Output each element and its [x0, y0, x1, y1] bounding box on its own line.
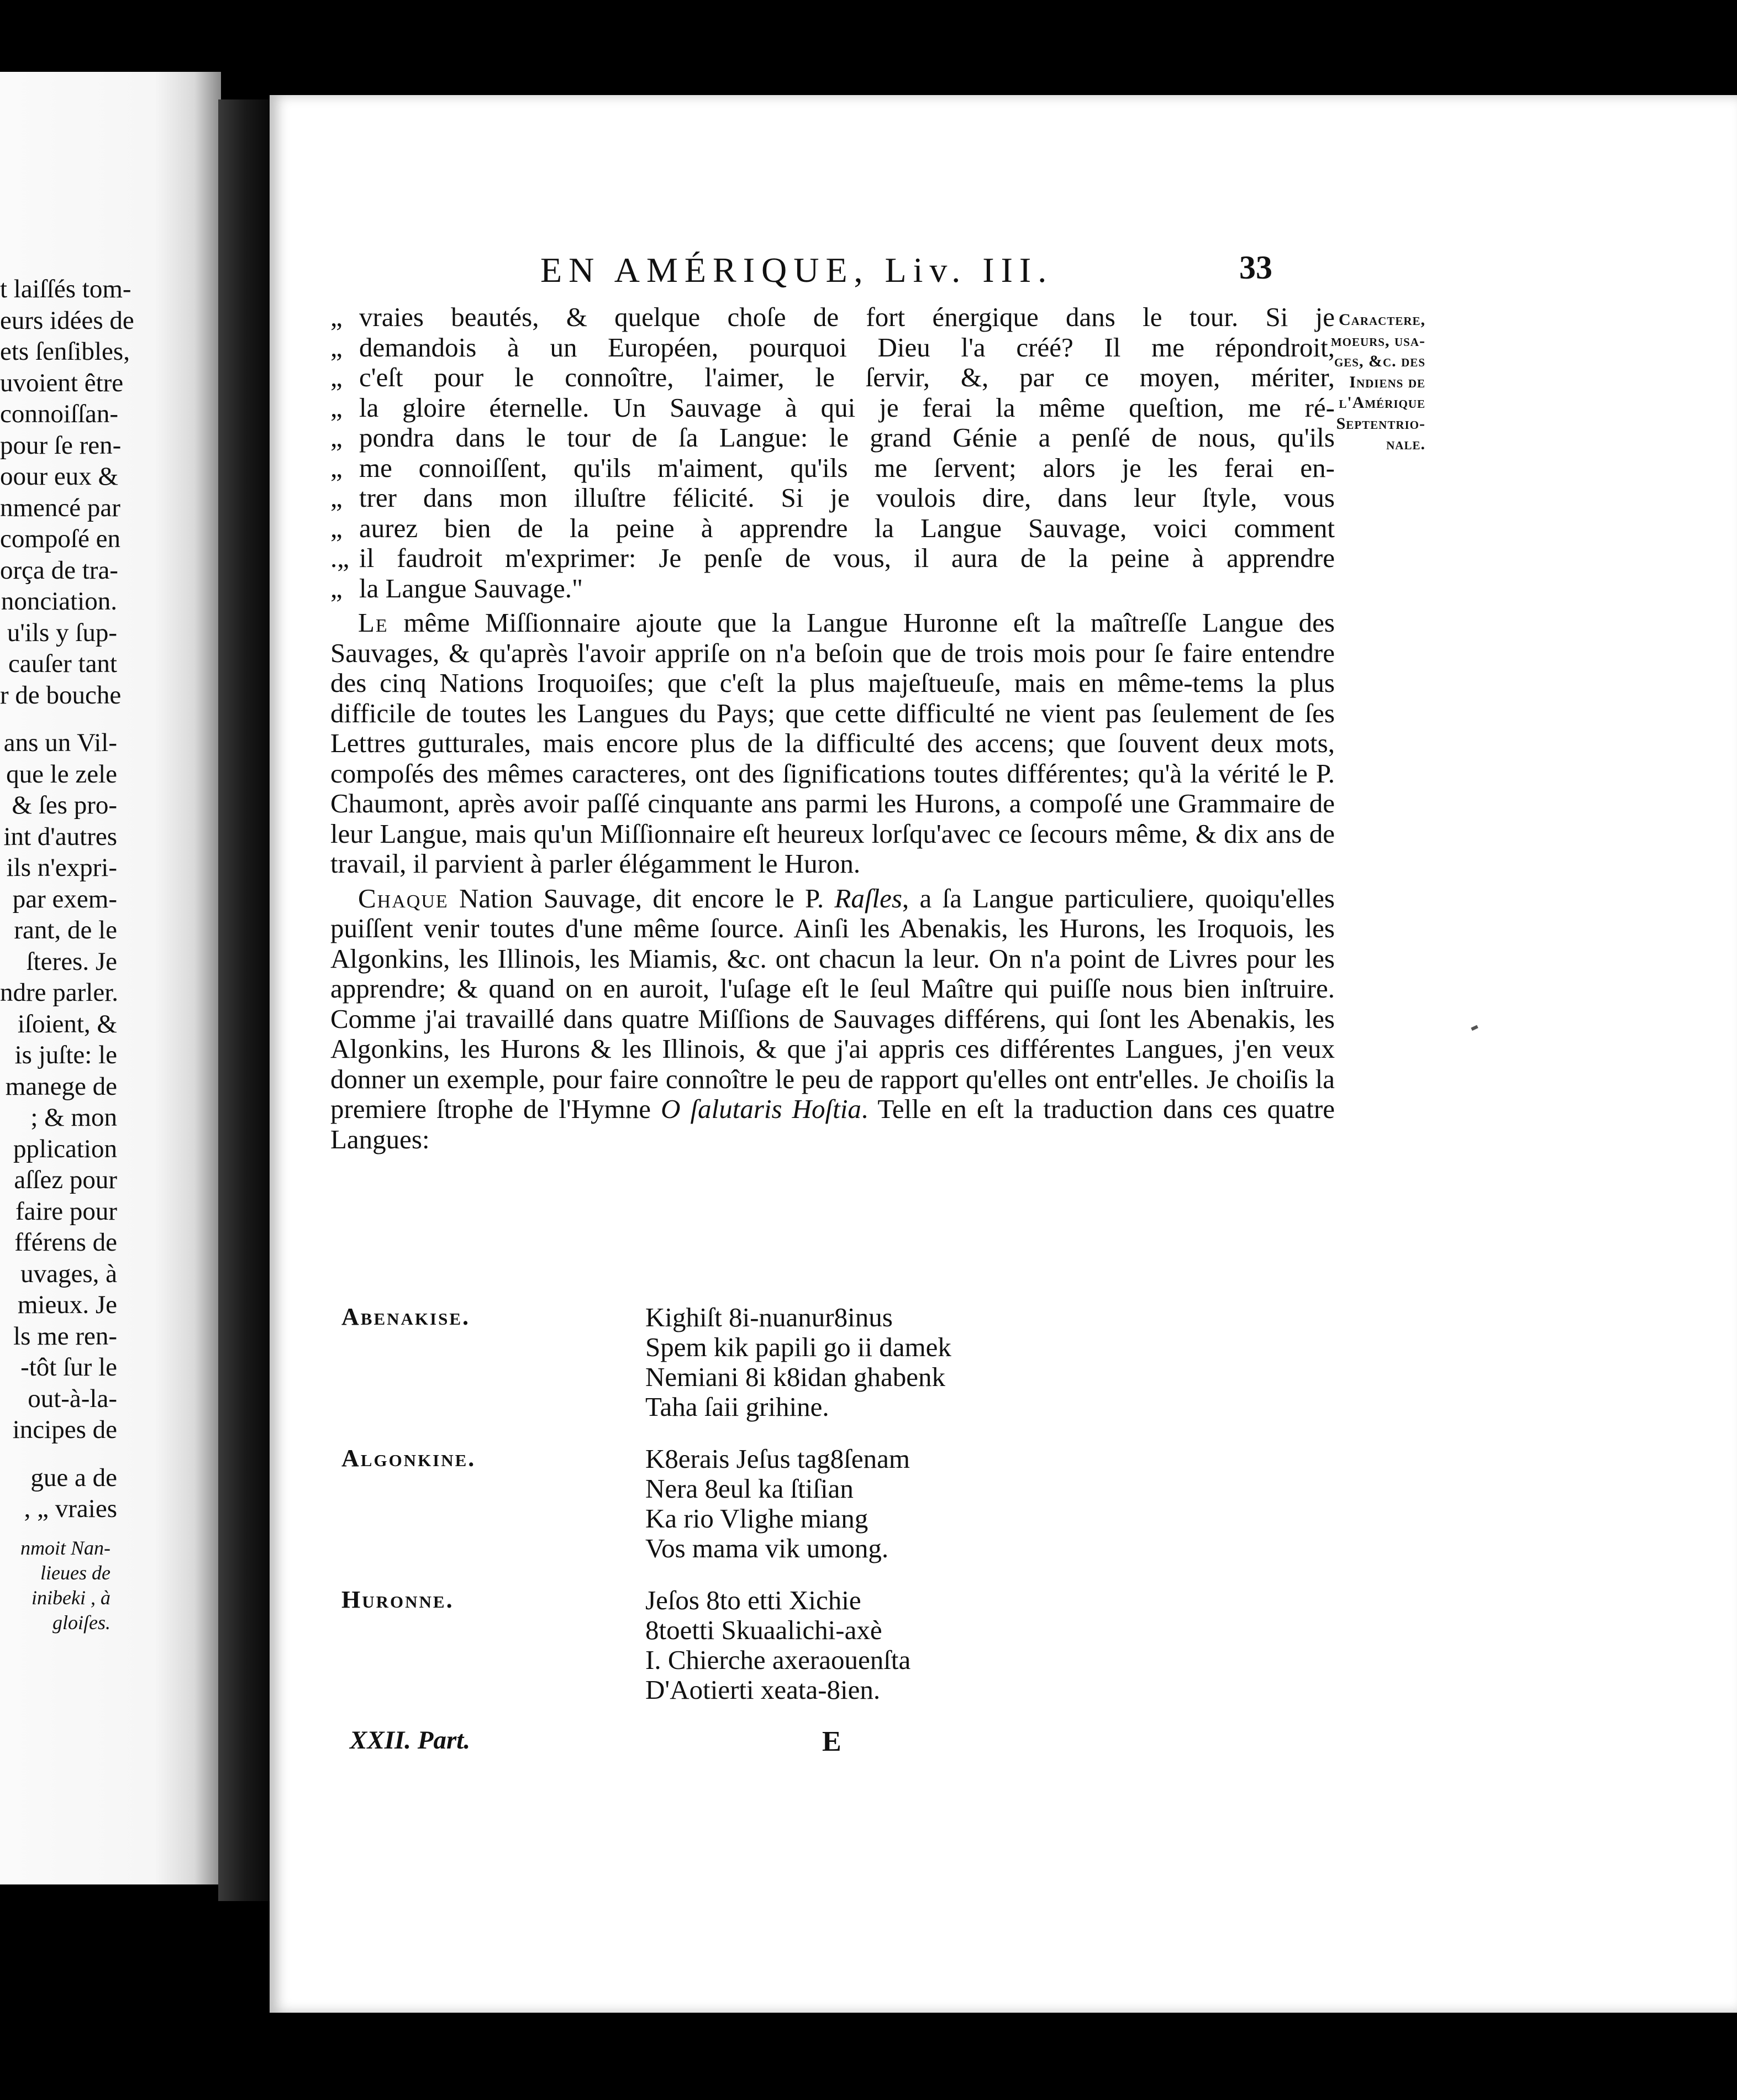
previous-page-line: oour eux &	[0, 462, 119, 491]
hymn-verse	[645, 1444, 1336, 1563]
previous-page-line: u'ils y ſup-	[7, 618, 117, 647]
quote-line	[330, 302, 1335, 333]
previous-page-footnote-line: gloiſes.	[52, 1611, 110, 1634]
previous-page-line: pour ſe ren-	[0, 431, 122, 460]
previous-page-line: manege de	[5, 1072, 117, 1101]
previous-page-footnote-line: lieues de	[40, 1561, 110, 1584]
quote-mark: „	[330, 362, 343, 392]
hymn-line: Taha ſaii grihine.	[645, 1392, 829, 1422]
previous-page-line: uvoient être	[0, 368, 124, 397]
hymn-line: Jeſos 8to etti Xichie	[645, 1585, 861, 1615]
hymn-language-label: Huronne.	[341, 1586, 454, 1613]
previous-page-line: orça de tra-	[0, 555, 118, 585]
body-text	[330, 302, 1335, 1154]
previous-page-line: ans un Vil-	[3, 728, 117, 757]
previous-page-line: -tôt ſur le	[20, 1353, 117, 1382]
hymn-line: Nera 8eul ka ſtiſian	[645, 1473, 854, 1504]
margin-note-line: moeurs, usa-	[1330, 331, 1425, 350]
previous-page-line: ; & mon	[30, 1103, 117, 1132]
previous-page-line: ndre parler.	[0, 978, 119, 1007]
previous-page-line: int d'autres	[3, 822, 117, 851]
hymn-line: I. Chierche axeraouenſta	[645, 1645, 911, 1675]
quote-text: c'eſt pour le connoître, l'aimer, le ſervir, &, par ce moyen, mériter,	[359, 362, 1335, 392]
quote-text: vraies beautés, & quelque choſe de fort énergique dans le tour. Si je	[359, 302, 1335, 332]
hymn-line: Spem kik papili go ii damek	[645, 1332, 951, 1362]
quote-mark: „	[330, 573, 343, 603]
paragraph-1	[330, 608, 1335, 879]
previous-page-line	[0, 711, 117, 727]
previous-page-line: out-à-la-	[28, 1384, 117, 1413]
previous-page-line: t laiſſés tom-	[0, 275, 131, 303]
quote-line	[330, 483, 1335, 513]
previous-page-line: rant, de le	[14, 916, 117, 944]
hymn-line: D'Aotierti xeata-8ien.	[645, 1674, 881, 1705]
previous-page-line	[0, 1446, 117, 1462]
previous-page-line: par exem-	[12, 884, 117, 914]
signature-letter: E	[822, 1726, 841, 1757]
previous-page-line: ls me ren-	[13, 1321, 117, 1351]
hymn-verse	[645, 1586, 1336, 1705]
quote-text: me connoiſſent, qu'ils m'aiment, qu'ils me ſervent; alors je les ferai en-	[359, 452, 1335, 483]
hymn-language-label: Algonkine.	[341, 1445, 476, 1472]
previous-page-line: faire pour	[15, 1196, 117, 1226]
margin-note-line: Septentrio-	[1336, 414, 1425, 433]
previous-page-line: nonciation.	[1, 587, 117, 616]
hymn-language-label: Abenakise.	[341, 1303, 470, 1330]
previous-page-footnote-line: inibeki , à	[31, 1586, 110, 1609]
hymn-line: Ka rio Vlighe miang	[645, 1503, 869, 1534]
book-page	[270, 95, 1737, 2013]
previous-page-line: iſoient, &	[17, 1009, 117, 1038]
quote-line	[330, 363, 1335, 393]
previous-page-line: cauſer tant	[8, 649, 117, 678]
hymn-verse	[645, 1303, 1336, 1422]
previous-page-line: uvages, à	[20, 1259, 117, 1288]
quote-line	[330, 513, 1335, 544]
paragraph-1-text: même Miſſionnaire ajoute que la Langue Huronne eſt la maîtreſſe Langue des Sauvages, & qu'après l'avoir appriſe on n'a beſoin que de trois mois pour ſe faire entendre des cinq Nations Iroquoiſes; que c'eſt la plus majeſtueuſe, mais en même-tems la plus difficile de toutes les Langues du Pays; que cette difficulté ne vient pas ſeulement de ſes Lettres gutturales, mais encore plus de la difficulté des accens; que ſouvent deux mots, compoſés des mêmes caracteres, ont des ſignifications toutes différentes; qu'à la vérité le P. Chaumont, après avoir paſſé cinquante ans parmi les Hurons, a compoſé une Grammaire de leur Langue, mais qu'un Miſſionnaire eſt heureux lorſqu'avec ce ſecours même, & dix ans de travail, il parvient à parler élégamment le Huron.	[330, 607, 1335, 879]
author-name: Raſles	[834, 883, 902, 914]
previous-page-line: connoiſſan-	[0, 400, 119, 428]
hymn-line: 8toetti Skuaalichi-axè	[645, 1615, 882, 1645]
previous-page-edge	[0, 72, 221, 1884]
previous-page-line: fférens de	[14, 1228, 117, 1257]
previous-page-line: compoſé en	[0, 524, 120, 553]
quote-text: demandois à un Européen, pourquoi Dieu l'a créé? Il me répondroit,	[359, 332, 1335, 363]
previous-page-line: incipes de	[12, 1415, 117, 1444]
margin-note-line: l'Amérique	[1339, 393, 1425, 412]
previous-page-line: ets ſenſibles,	[0, 337, 130, 366]
quote-mark: „	[330, 422, 343, 453]
quotation-block	[330, 302, 1335, 603]
hymn-block	[341, 1303, 1336, 1422]
quote-text: aurez bien de la peine à apprendre la Langue Sauvage, voici comment	[359, 512, 1335, 543]
hymn-block	[341, 1444, 1336, 1563]
previous-page-line: & ſes pro-	[12, 791, 117, 820]
quote-line	[330, 543, 1335, 574]
hymn-line: K8erais Jeſus tag8ſenam	[645, 1443, 910, 1474]
previous-page-line: eurs idées de	[0, 306, 134, 335]
quote-text: la Langue Sauvage."	[359, 573, 583, 603]
paragraph-2-text-b: , a ſa Langue particuliere, quoiqu'elles puiſſent venir toutes d'une même ſource. Ainſi les Abenakis, les Hurons, les Iroquois, les Algonkins, les Illinois, les Miamis, &c. ont chacun la leur. On n'a point de Livres pour les apprendre; & quand on en auroit, l'uſage eſt le ſeul Maître qui puiſſe nous bien inſtruire. Comme j'ai travaillé dans quatre Miſſions de Sauvages différens, qui ſont les Abenakis, les Algonkins, les Hurons & les Illinois, & que j'ai appris ces différentes Langues, j'en veux donner un exemple, pour faire connoître le peu de rapport qu'elles ont entr'elles. Je choiſis la premiere ſtrophe de l'Hymne	[330, 883, 1335, 1124]
quote-mark: „	[330, 452, 343, 483]
previous-page-line: que le zele	[6, 759, 117, 789]
previous-page-line: ils n'expri-	[6, 853, 117, 882]
quote-line	[330, 574, 1335, 604]
hymn-block	[341, 1586, 1336, 1705]
paragraph-2	[330, 884, 1335, 1155]
previous-page-line: , „ vraies	[24, 1494, 117, 1523]
hymn-title: O ſalutaris Hoſtia	[661, 1094, 861, 1124]
quote-text: la gloire éternelle. Un Sauvage à qui je ferai la même queſtion, me ré-	[359, 392, 1335, 423]
quote-line	[330, 423, 1335, 453]
previous-page-line: aſſez pour	[14, 1166, 117, 1194]
previous-page-line: r de bouche	[0, 680, 122, 710]
hymn-translations	[341, 1303, 1336, 1727]
paragraph-2-lead: Chaque	[358, 883, 449, 914]
paragraph-2-text-c: . Telle en eſt la traduction dans ces quatre Langues:	[330, 1094, 1335, 1154]
margin-note-line: nale.	[1386, 435, 1425, 453]
quote-mark: „	[330, 482, 343, 513]
hymn-line: Nemiani 8i k8idan ghabenk	[645, 1362, 945, 1392]
previous-page-footnote-line: nmoit Nan-	[20, 1536, 110, 1559]
margin-note-line: ges, &c. des	[1334, 352, 1425, 370]
quote-text: il faudroit m'exprimer: Je penſe de vous, il aura de la peine à apprendre	[359, 543, 1335, 573]
previous-page-line: pplication	[13, 1134, 117, 1163]
previous-page-line: gue a de	[30, 1463, 117, 1492]
quote-mark: „	[330, 302, 343, 332]
quote-mark: „	[330, 332, 343, 363]
previous-page-line: is juſte: le	[14, 1041, 117, 1069]
margin-note-line: Caractere,	[1338, 311, 1425, 329]
page-number: 33	[1239, 249, 1272, 286]
stray-mark	[1471, 1025, 1478, 1031]
quote-line	[330, 393, 1335, 423]
previous-page-line: mieux. Je	[17, 1290, 117, 1319]
hymn-line: Kighiſt 8i-nuanur8inus	[645, 1302, 893, 1332]
previous-page-line: nmencé par	[0, 493, 120, 522]
quote-mark: .„	[330, 543, 349, 573]
previous-page-text	[0, 274, 221, 1635]
running-head: EN AMÉRIQUE, Liv. III.	[540, 250, 1054, 290]
hymn-line: Vos mama vik umong.	[645, 1533, 889, 1563]
quote-line	[330, 453, 1335, 484]
margin-note-line: Indiens de	[1349, 372, 1425, 391]
quote-line	[330, 333, 1335, 363]
quote-text: pondra dans le tour de ſa Langue: le grand Génie a penſé de nous, qu'ils	[359, 422, 1335, 453]
signature-mark: XXII. Part.	[350, 1726, 471, 1755]
quote-mark: „	[330, 392, 343, 423]
paragraph-1-lead: Le	[358, 607, 388, 638]
quote-mark: „	[330, 512, 343, 543]
paragraph-2-text-a: Nation Sauvage, dit encore le P.	[448, 883, 835, 914]
previous-page-line: ſteres. Je	[26, 947, 117, 976]
quote-text: trer dans mon illuſtre félicité. Si je voulois dire, dans leur ſtyle, vous	[359, 482, 1335, 513]
